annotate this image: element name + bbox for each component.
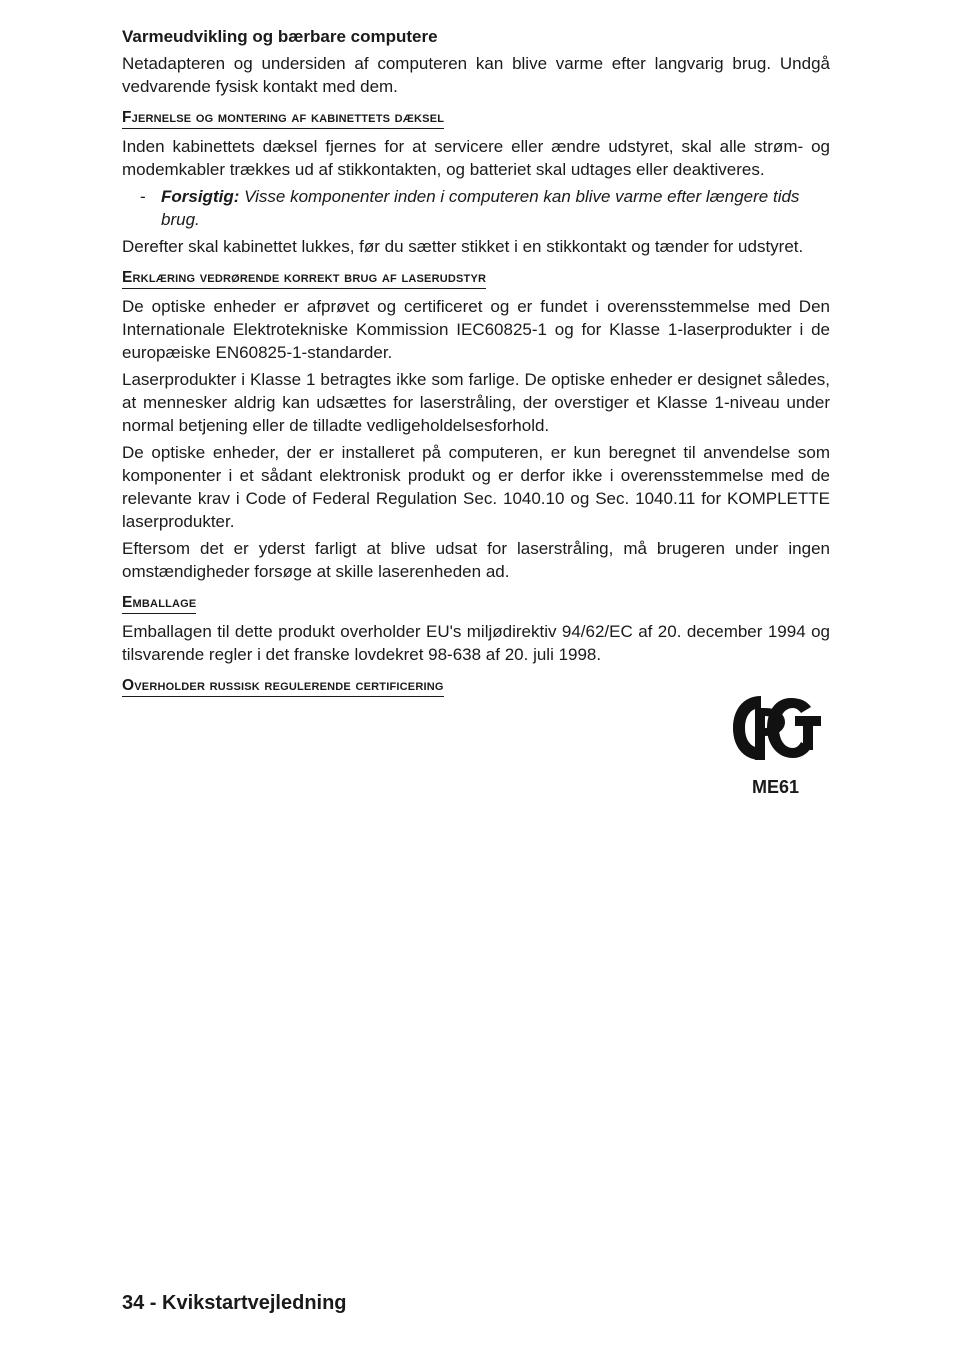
heading-laser: Erklæring vedrørende korrekt brug af laserudstyr xyxy=(122,269,486,289)
paragraph-cover-2: Derefter skal kabinettet lukkes, før du sætter stikket i en stikkontakt og tænder for udstyret. xyxy=(122,237,804,256)
paragraph-heat: Netadapteren og undersiden af computeren kan blive varme efter langvarig brug. Undgå vedvarende fysisk kontakt med dem. xyxy=(122,54,830,96)
heading-russian: Overholder russisk regulerende certificering xyxy=(122,677,444,697)
caution-text: Visse komponenter inden i computeren kan blive varme efter længere tids brug. xyxy=(161,187,800,229)
caution-text-wrap xyxy=(161,185,830,231)
heading-cover: Fjernelse og montering af kabinettets dæksel xyxy=(122,109,444,129)
page-content xyxy=(122,26,830,703)
page-footer: 34 - Kvikstartvejledning xyxy=(122,1292,347,1314)
certification-code: ME61 xyxy=(752,777,800,797)
paragraph-laser-4: Eftersom det er yderst farligt at blive udsat for laserstråling, må brugeren under ingen omstændigheder forsøge at skille laserenheden ad. xyxy=(122,539,830,581)
caution-dash: - xyxy=(140,187,146,206)
paragraph-packaging: Emballagen til dette produkt overholder EU's miljødirektiv 94/62/EC af 20. december 1994 og tilsvarende regler i det franske lovdekret 98-638 af 20. juli 1998. xyxy=(122,622,830,664)
pct-certification-mark-icon xyxy=(731,692,823,764)
heading-packaging: Emballage xyxy=(122,594,196,614)
section-title-heat: Varmeudvikling og bærbare computere xyxy=(122,27,438,46)
paragraph-cover-1: Inden kabinettets dæksel fjernes for at servicere eller ændre udstyret, skal alle strøm- og modemkabler trækkes ud af stikkontakten, og batteriet skal udtages eller deaktiveres. xyxy=(122,137,830,179)
paragraph-laser-3: De optiske enheder, der er installeret på computeren, er kun beregnet til anvendelse som komponenter i et sådant elektronisk produkt og er derfor ikke i overensstemmelse med de relevante krav i Code of Federal Regulation Sec. 1040.10 og Sec. 1040.11 for KOMPLETTE laserprodukter. xyxy=(122,443,830,531)
caution-note xyxy=(122,185,830,231)
paragraph-laser-2: Laserprodukter i Klasse 1 betragtes ikke som farlige. De optiske enheder er designet således, at mennesker aldrig kan udsættes for laserstråling, der overstiger et Klasse 1-niveau under normal betjening eller de tilladte vedligeholdelsesforhold. xyxy=(122,370,830,435)
paragraph-laser-1: De optiske enheder er afprøvet og certificeret og er fundet i overensstemmelse med Den Internationale Elektrotekniske Kommission IEC60825-1 og for Klasse 1-laserprodukter i de europæiske EN60825-1-standarder. xyxy=(122,297,830,362)
caution-label: Forsigtig: xyxy=(161,187,240,206)
